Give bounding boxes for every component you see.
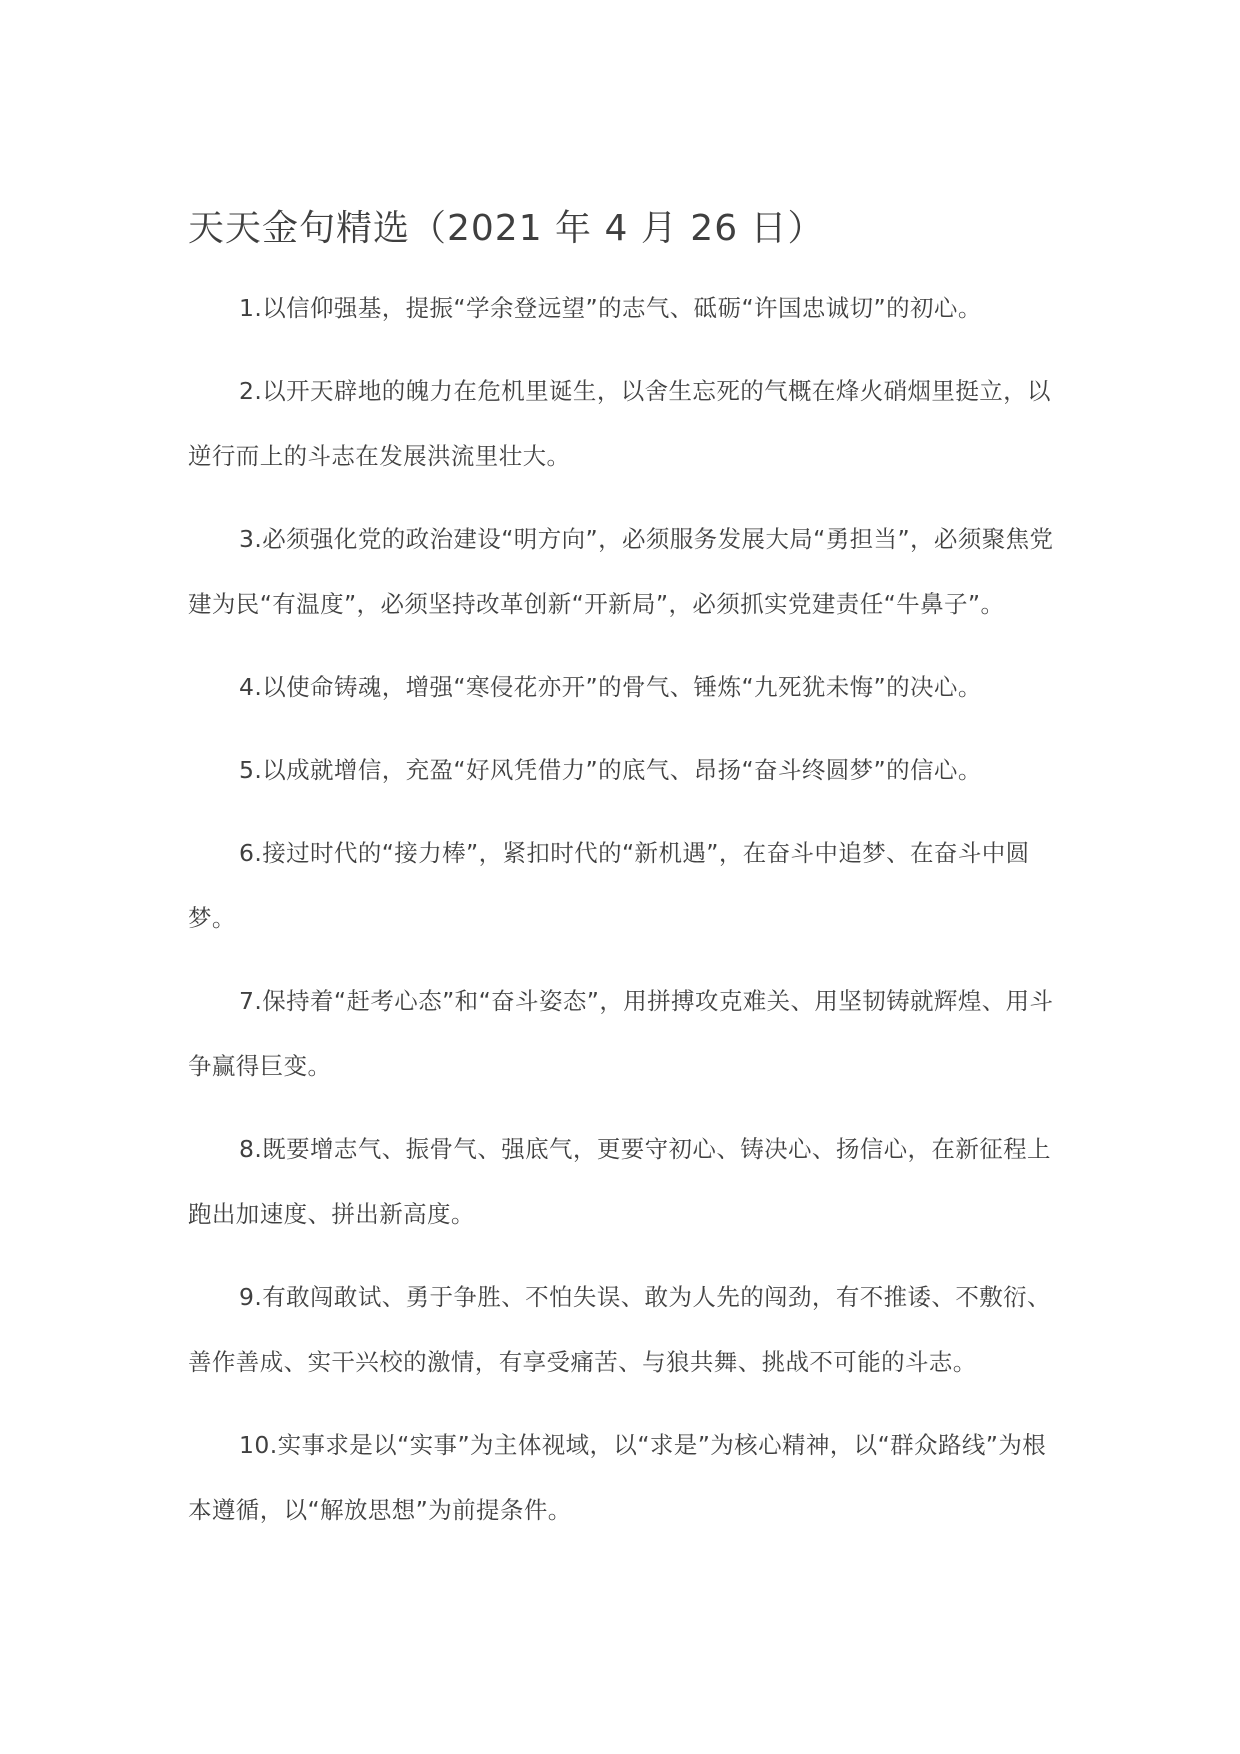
quote-item-7: 7.保持着“赶考心态”和“奋斗姿态”，用拼搏攻克难关、用坚韧铸就辉煌、用斗争赢得巨变。	[188, 987, 1054, 1080]
quote-item-6: 6.接过时代的“接力棒”，紧扣时代的“新机遇”，在奋斗中追梦、在奋斗中圆梦。	[188, 839, 1030, 932]
quote-item-5: 5.以成就增信，充盈“好风凭借力”的底气、昂扬“奋斗终圆梦”的信心。	[239, 756, 982, 784]
quote-item-10: 10.实事求是以“实事”为主体视域，以“求是”为核心精神，以“群众路线”为根本遵循，以“解放思想”为前提条件。	[188, 1431, 1047, 1524]
quote-item-9: 9.有敢闯敢试、勇于争胜、不怕失误、敢为人先的闯劲，有不推诿、不敷衍、善作善成、实干兴校的激情，有享受痛苦、与狼共舞、挑战不可能的斗志。	[188, 1283, 1051, 1376]
quote-list	[188, 276, 1068, 1561]
quote-item-1: 1.以信仰强基，提振“学余登远望”的志气、砥砺“许国忠诚切”的初心。	[239, 294, 982, 322]
quote-item-8: 8.既要增志气、振骨气、强底气，更要守初心、铸决心、扬信心，在新征程上跑出加速度、拼出新高度。	[188, 1135, 1051, 1228]
quote-item-3: 3.必须强化党的政治建设“明方向”，必须服务发展大局“勇担当”，必须聚焦党建为民“有温度”，必须坚持改革创新“开新局”，必须抓实党建责任“牛鼻子”。	[188, 525, 1054, 618]
quote-item-4: 4.以使命铸魂，增强“寒侵花亦开”的骨气、锤炼“九死犹未悔”的决心。	[239, 673, 982, 701]
quote-item-2: 2.以开天辟地的魄力在危机里诞生，以舍生忘死的气概在烽火硝烟里挺立，以逆行而上的斗志在发展洪流里壮大。	[188, 377, 1051, 470]
page-title: 天天金句精选（2021 年 4 月 26 日）	[188, 208, 825, 249]
